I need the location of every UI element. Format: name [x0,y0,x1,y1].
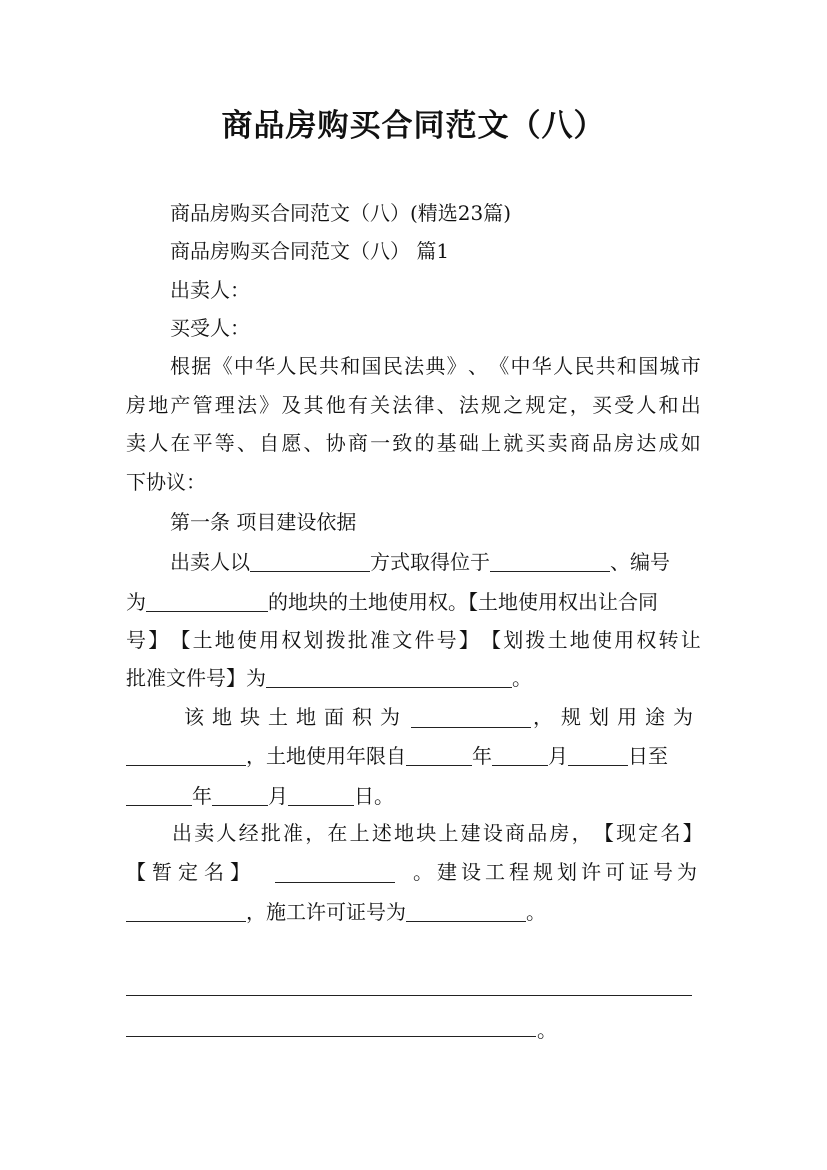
p2-text-i: 日。 [354,784,394,808]
glyph: 定 [547,393,568,417]
glyph: 用 [259,628,280,652]
glyph: 【 [481,628,501,652]
glyph: 转 [658,628,679,652]
glyph: 上 [481,431,501,455]
intro-line-4: 下协议： [126,470,206,494]
glyph: 法 [458,393,479,417]
intro-line-3 [126,433,701,453]
glyph: 根 [170,354,190,378]
glyph: 买 [525,431,546,455]
glyph: 卖 [547,431,568,455]
glyph: 【 [170,628,191,652]
glyph: 土 [192,628,213,652]
glyph: ， [569,393,590,417]
p2-text-a: 该地块土地面积为 [184,705,408,729]
glyph: 名 [660,821,681,845]
planned-use-blank[interactable] [126,745,246,766]
glyph: 人 [276,354,297,378]
glyph: 规 [481,393,501,417]
p2-line-2 [126,745,668,766]
contract-number-blank[interactable] [266,667,512,688]
glyph: 准 [370,628,391,652]
glyph: 出 [680,393,701,417]
glyph: 用 [614,628,635,652]
glyph: 、 [303,431,324,455]
glyph: 中 [233,354,254,378]
p2-text-e: 月 [548,744,568,768]
glyph: 共 [595,354,616,378]
glyph: 地 [394,821,415,845]
glyph: 】 [458,628,479,652]
glyph: 及 [281,393,302,417]
glyph: 在 [327,821,348,845]
glyph: 规 [525,393,546,417]
p1-text-b: 方式取得位于 [370,550,490,574]
glyph: 商 [505,821,526,845]
glyph: 号 [436,628,457,652]
glyph: 成 [658,431,679,455]
p1-line-2 [126,591,658,612]
glyph: 理 [214,393,235,417]
glyph: 人 [216,821,237,845]
p1-line-4 [126,667,532,688]
p2-text-c: ，土地使用年限自 [246,744,406,768]
p1-text-d: 为 [126,590,146,614]
glyph: 《 [489,354,510,378]
glyph: 国 [638,354,659,378]
glyph: 自 [259,431,280,455]
acquisition-method-blank[interactable] [250,551,370,572]
glyph: 人 [636,393,657,417]
p1-text-c: 、编号 [610,550,670,574]
end-year-blank[interactable] [126,785,192,806]
glyph: 》 [446,354,467,378]
glyph: 有 [347,393,368,417]
glyph: 土 [547,628,568,652]
glyph: 管 [192,393,213,417]
end-day-blank[interactable] [288,785,354,806]
glyph: ， [571,821,592,845]
glyph: 其 [303,393,324,417]
construction-permit-blank[interactable] [406,901,526,922]
glyph: 法 [392,393,413,417]
p1-text-a: 出卖人以 [170,550,250,574]
document-title: 商品房购买合同范文（八） [221,108,606,144]
glyph: 权 [636,628,657,652]
p3-text-c: 。建设工程规划许可证号为 [413,860,701,884]
intro-line-2 [126,395,701,415]
glyph: 定 [638,821,659,845]
glyph: 民 [382,354,403,378]
intro-line-1 [170,356,701,376]
glyph: 房 [126,393,146,417]
glyph: 、 [236,431,257,455]
p1-text-h: 。 [512,666,532,690]
p1-text-e: 的地块的土地使用权。【土地使用权出让合同 [268,590,658,614]
ending-period: 。 [537,1018,557,1042]
glyph: 批 [347,628,368,652]
glyph: 》 [259,393,280,417]
start-day-blank[interactable] [568,745,628,766]
planning-permit-blank[interactable] [126,901,246,922]
section-heading: 商品房购买合同范文（八） 篇1 [170,239,450,263]
glyph: 华 [531,354,552,378]
glyph: 产 [170,393,191,417]
glyph: 达 [636,431,657,455]
glyph: 关 [370,393,391,417]
p2-line-1 [184,707,701,728]
p2-text-f: 日至 [628,744,668,768]
p3-line-1 [172,823,703,843]
glyph: 地 [148,393,169,417]
glyph: 块 [416,821,437,845]
glyph: 和 [658,393,679,417]
project-name-blank[interactable] [275,862,395,883]
glyph: 民 [297,354,318,378]
glyph: 品 [527,821,548,845]
glyph: 文 [392,628,413,652]
glyph: 之 [503,393,524,417]
p3-text-d: ，施工许可证号为 [246,900,406,924]
p2-text-b: ，规划用途为 [533,705,701,729]
glyph: 卖 [194,821,215,845]
glyph: 人 [553,354,574,378]
glyph: 等 [214,431,235,455]
glyph: 上 [438,821,459,845]
p2-text-g: 年 [192,784,212,808]
glyph: 他 [325,393,346,417]
glyph: 、 [467,354,488,378]
p1-text-g: 批准文件号】为 [126,666,266,690]
glyph: 现 [616,821,637,845]
glyph: 、 [436,393,457,417]
glyph: 基 [436,431,457,455]
glyph: 上 [349,821,370,845]
glyph: 批 [260,821,281,845]
glyph: 划 [503,628,524,652]
glyph: 受 [614,393,635,417]
glyph: 准 [283,821,304,845]
glyph: 的 [414,431,435,455]
glyph: 法 [236,393,257,417]
glyph: 律 [414,393,435,417]
glyph: 件 [414,628,435,652]
glyph: 商 [569,431,590,455]
glyph: 】 [682,821,703,845]
glyph: 号 [126,628,146,652]
glyph: 法 [404,354,425,378]
glyph: 一 [370,431,391,455]
glyph: 房 [549,821,570,845]
glyph: 买 [591,393,612,417]
article-1-heading: 第一条 项目建设依据 [170,510,357,534]
location-blank[interactable] [490,551,610,572]
parcel-number-blank[interactable] [146,591,268,612]
glyph: 经 [238,821,259,845]
start-year-blank[interactable] [406,745,472,766]
glyph: 人 [148,431,169,455]
p1-line-3 [126,630,701,650]
buyer-label: 买受人： [170,316,250,340]
glyph: 中 [510,354,531,378]
seller-label: 出卖人： [170,278,250,302]
glyph: 使 [591,628,612,652]
glyph: 平 [192,431,213,455]
p3-text-b: 【暂定名】 [126,860,256,884]
glyph: 和 [616,354,637,378]
glyph: 地 [569,628,590,652]
glyph: ， [305,821,326,845]
glyph: 商 [347,431,368,455]
land-area-blank[interactable] [411,707,531,728]
glyph: 述 [371,821,392,845]
glyph: 据 [191,354,212,378]
glyph: 和 [340,354,361,378]
glyph: 愿 [281,431,302,455]
blank-rule-2[interactable] [126,1036,536,1037]
glyph: 民 [574,354,595,378]
glyph: 【 [593,821,614,845]
glyph: 拨 [325,628,346,652]
glyph: 城 [659,354,680,378]
glyph: 】 [148,628,169,652]
glyph: 就 [503,431,524,455]
glyph: 设 [482,821,503,845]
glyph: 权 [281,628,302,652]
document-subtitle: 商品房购买合同范文（八）(精选23篇) [170,201,512,225]
glyph: 础 [458,431,479,455]
glyph: 《 [212,354,233,378]
glyph: 使 [236,628,257,652]
glyph: 共 [318,354,339,378]
p2-line-3 [126,785,394,806]
p2-text-h: 月 [268,784,288,808]
glyph: 拨 [525,628,546,652]
glyph: 建 [460,821,481,845]
glyph: 市 [680,354,701,378]
glyph: 划 [303,628,324,652]
glyph: 在 [170,431,191,455]
p3-line-3 [126,901,546,922]
glyph: 国 [361,354,382,378]
start-month-blank[interactable] [492,745,548,766]
p2-text-d: 年 [472,744,492,768]
glyph: 如 [680,431,701,455]
glyph: 致 [392,431,413,455]
glyph: 让 [680,628,701,652]
glyph: 房 [614,431,635,455]
p1-line-1 [170,551,670,572]
glyph: 品 [591,431,612,455]
blank-rule-1[interactable] [126,995,692,996]
end-month-blank[interactable] [212,785,268,806]
glyph: 协 [325,431,346,455]
glyph: 典 [425,354,446,378]
p3-line-2 [126,862,701,883]
glyph: 出 [172,821,192,845]
glyph: 华 [255,354,276,378]
glyph: 卖 [126,431,146,455]
glyph: 地 [214,628,235,652]
p3-text-e: 。 [526,900,546,924]
